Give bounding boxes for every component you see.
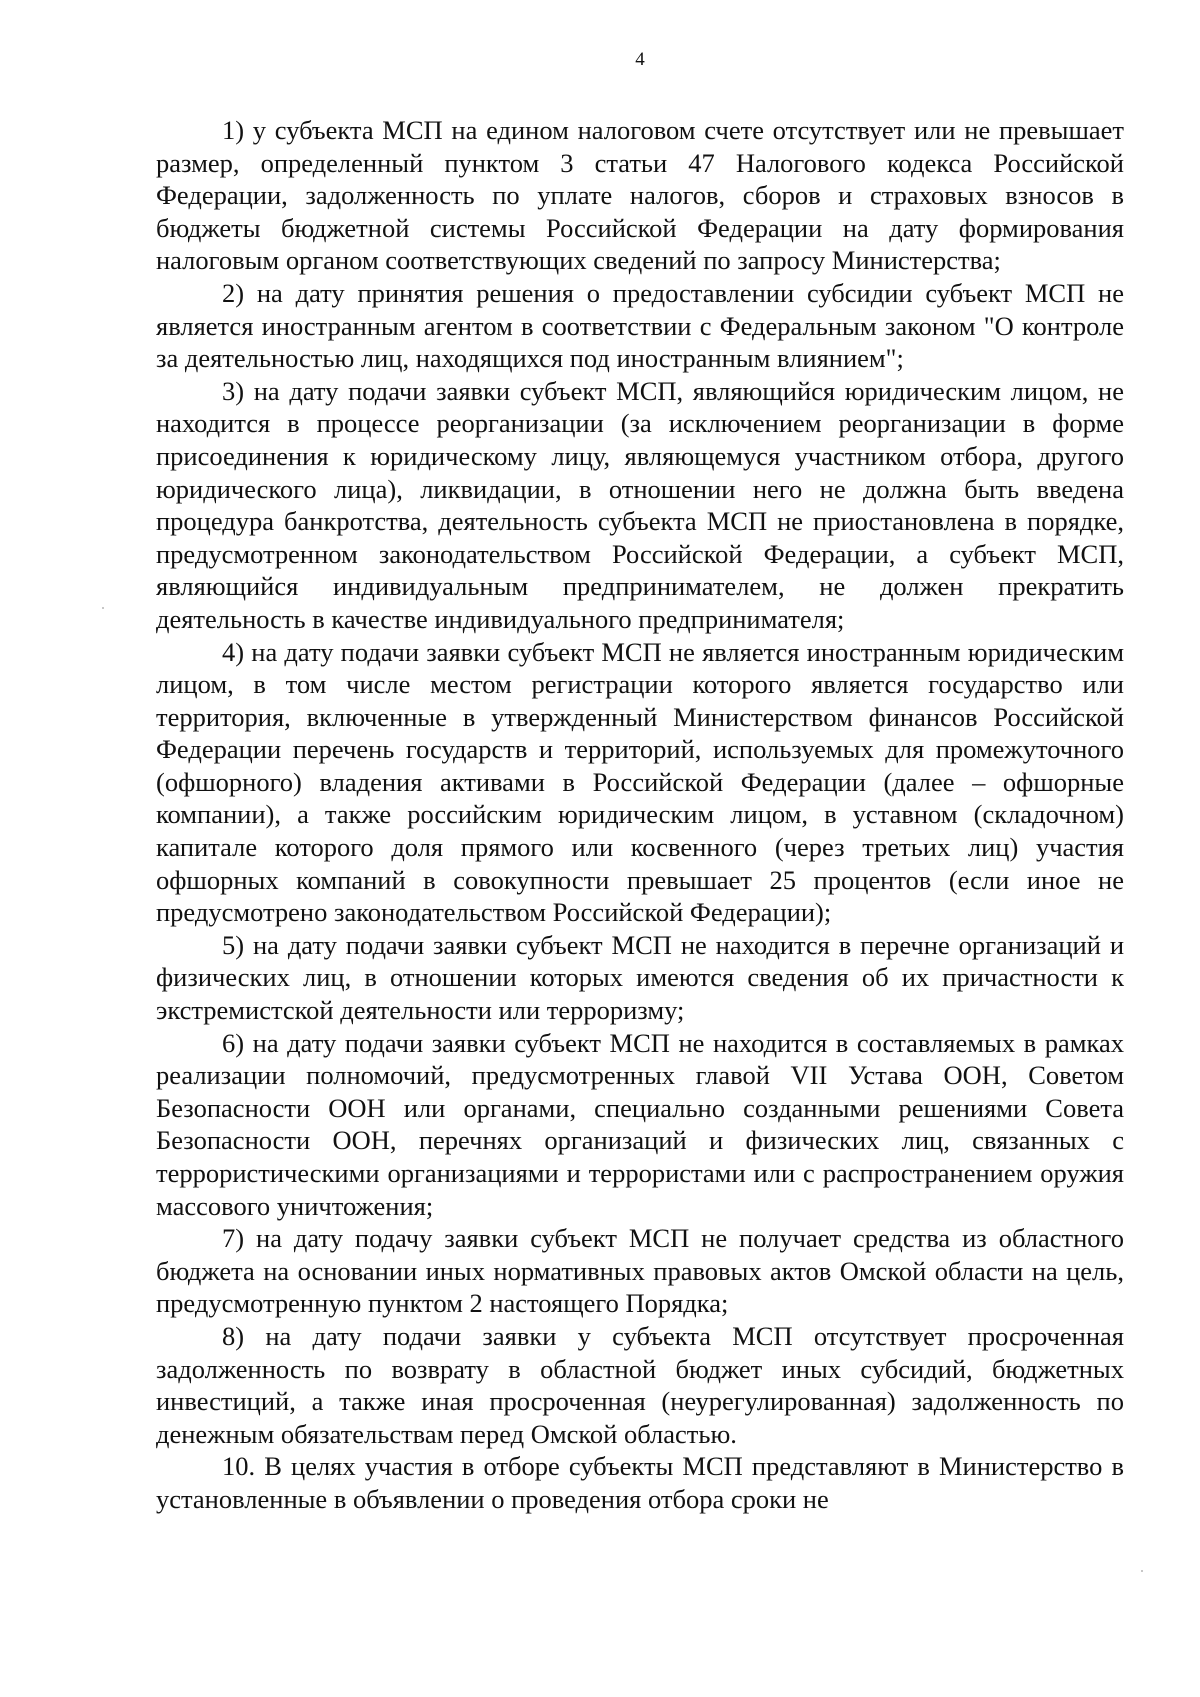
- paragraph-item-3: 3) на дату подачи заявки субъект МСП, являющийся юридическим лицом, не находится в процессе реорганизации (за исключением реорганизации в форме присоединения к юридическому лицу, являющемуся участником отбора, другого юридического лица), ликвидации, в отношении него не должна быть введена процедура банкротства, деятельность субъекта МСП не приостановлена в порядке, предусмотренном законодательством Российской Федерации, а субъект МСП, являющийся индивидуальным предпринимателем, не должен прекратить деятельность в качестве индивидуального предпринимателя;: [156, 375, 1124, 634]
- paragraph-item-4: 4) на дату подачи заявки субъект МСП не является иностранным юридическим лицом, в том числе местом регистрации которого является государство или территория, включенные в утвержденный Министерством финансов Российской Федерации перечень государств и территорий, используемых для промежуточного (офшорного) владения активами в Российской Федерации (далее – офшорные компании), а также российским юридическим лицом, в уставном (складочном) капитале которого доля прямого или косвенного (через третьих лиц) участия офшорных компаний в совокупности превышает 25 процентов (если иное не предусмотрено законодательством Российской Федерации);: [156, 636, 1124, 928]
- paragraph-item-1: 1) у субъекта МСП на едином налоговом счете отсутствует или не превышает размер, определенный пунктом 3 статьи 47 Налогового кодекса Российской Федерации, задолженность по уплате налогов, сборов и страховых взносов в бюджеты бюджетной системы Российской Федерации на дату формирования налоговым органом соответствующих сведений по запросу Министерства;: [156, 115, 1124, 276]
- scan-speck: [102, 607, 104, 609]
- page-number: 4: [635, 49, 645, 70]
- paragraph-item-7: 7) на дату подачу заявки субъект МСП не получает средства из областного бюджета на основании иных нормативных правовых актов Омской области на цель, предусмотренную пунктом 2 настоящего Порядка;: [156, 1223, 1124, 1319]
- paragraph-item-10: 10. В целях участия в отборе субъекты МСП представляют в Министерство в установленные в объявлении о проведения отбора сроки не: [156, 1451, 1124, 1514]
- paragraph-item-6: 6) на дату подачи заявки субъект МСП не находится в составляемых в рамках реализации полномочий, предусмотренных главой VII Устава ООН, Советом Безопасности ООН или органами, специально созданными решениями Совета Безопасности ООН, перечнях организаций и физических лиц, связанных с террористическими организациями и террористами или с распространением оружия массового уничтожения;: [156, 1027, 1124, 1221]
- paragraph-item-5: 5) на дату подачи заявки субъект МСП не находится в перечне организаций и физических лиц, в отношении которых имеются сведения об их причастности к экстремистской деятельности или терроризму;: [156, 929, 1124, 1026]
- document-body: [156, 114, 1124, 1516]
- paragraph-item-8: 8) на дату подачи заявки у субъекта МСП отсутствует просроченная задолженность по возврату в областной бюджет иных субсидий, бюджетных инвестиций, а также иная просроченная (неурегулированная) задолженность по денежным обязательствам перед Омской областью.: [156, 1320, 1124, 1449]
- scan-speck: [1141, 1570, 1143, 1572]
- paragraph-item-2: 2) на дату принятия решения о предоставлении субсидии субъект МСП не является иностранным агентом в соответствии с Федеральным законом "О контроле за деятельностью лиц, находящихся под иностранным влиянием";: [156, 277, 1124, 374]
